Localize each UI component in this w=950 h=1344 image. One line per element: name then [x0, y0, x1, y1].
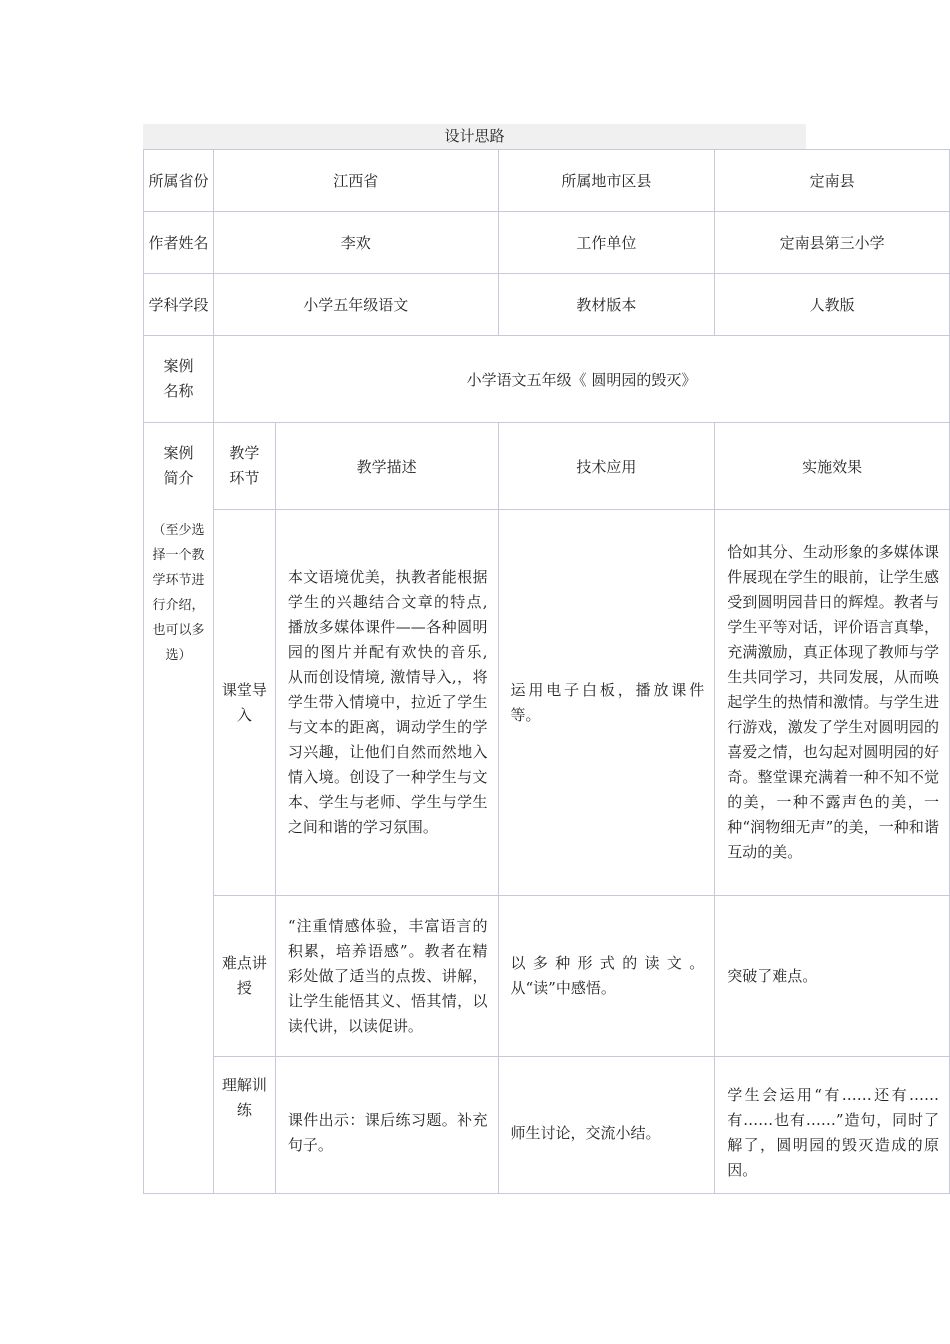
table-row [144, 510, 950, 896]
label-case-name-line2: 名称 [163, 382, 194, 400]
header-effect: 实施效果 [715, 423, 950, 510]
page-title: 设计思路 [143, 124, 806, 149]
technology-cell: 运用电子白板，播放课件等。 [498, 510, 715, 896]
row-case-name [144, 336, 950, 423]
description-cell: 课件出示：课后练习题。补充句子。 [275, 1057, 498, 1194]
row-province [144, 150, 950, 212]
header-step [213, 423, 275, 510]
label-case-intro-line2: 简介 [163, 469, 194, 487]
description-cell: 本文语境优美，执教者能根据学生的兴趣结合文章的特点, 播放多媒体课件——各种圆明园的图片并配有欢快的音乐, 从而创设情境, 激情导入,，将学生带入情境中，拉近了学生与文本的距离，调动学生的学习兴趣，让他们自然而然地入情入境。创设了一种学生与文本、学生与老师、学生与学生之间和谐的学习氛围。 [275, 510, 498, 896]
label-edition: 教材版本 [498, 274, 715, 336]
step-cell: 课堂导入 [213, 510, 275, 896]
description-cell: “注重情感体验，丰富语言的积累，培养语感”。教者在精彩处做了适当的点拨、讲解，让学生能悟其义、悟其情，以读代讲，以读促讲。 [275, 896, 498, 1057]
header-description: 教学描述 [275, 423, 498, 510]
row-subject [144, 274, 950, 336]
label-author: 作者姓名 [144, 212, 214, 274]
header-step-line2: 环节 [229, 469, 260, 487]
step-cell: 难点讲授 [213, 896, 275, 1057]
table-row [144, 896, 950, 1057]
label-subject: 学科学段 [144, 274, 214, 336]
label-case-name [144, 336, 214, 423]
technology-cell: 师生讨论，交流小结。 [498, 1057, 715, 1194]
effect-cell: 突破了难点。 [715, 896, 950, 1057]
case-intro-note: （至少选择一个教学环节进行介绍，也可以多选） [152, 523, 205, 663]
label-case-intro-line1: 案例 [163, 444, 194, 462]
table-row [144, 1057, 950, 1194]
value-city: 定南县 [715, 150, 950, 212]
value-author: 李欢 [213, 212, 498, 274]
value-unit: 定南县第三小学 [715, 212, 950, 274]
label-case-intro [144, 423, 214, 1194]
technology-cell: 以多种形式的读文。从“读”中感悟。 [498, 896, 715, 1057]
header-step-line1: 教学 [229, 444, 260, 462]
header-technology: 技术应用 [498, 423, 715, 510]
label-city: 所属地市区县 [498, 150, 715, 212]
label-province: 所属省份 [144, 150, 214, 212]
value-province: 江西省 [213, 150, 498, 212]
value-edition: 人教版 [715, 274, 950, 336]
step-cell: 理解训练 [213, 1057, 275, 1194]
row-author [144, 212, 950, 274]
value-subject: 小学五年级语文 [213, 274, 498, 336]
design-table [143, 149, 950, 1194]
label-unit: 工作单位 [498, 212, 715, 274]
row-column-headers [144, 423, 950, 510]
effect-cell: 学生会运用“有……还有……有……也有……”造句，同时了解了，圆明园的毁灭造成的原因。 [715, 1057, 950, 1194]
value-case-name: 小学语文五年级《 圆明园的毁灭》 [213, 336, 949, 423]
label-case-name-line1: 案例 [163, 357, 194, 375]
effect-cell: 恰如其分、生动形象的多媒体课件展现在学生的眼前，让学生感受到圆明园昔日的辉煌。教者与学生平等对话，评价语言真挚，充满激励，真正体现了教师与学生共同学习，共同发展，从而唤起学生的热情和激情。与学生进行游戏，激发了学生对圆明园的喜爱之情，也勾起对圆明园的好奇。整堂课充满着一种不知不觉的美，一种不露声色的美，一种“润物细无声”的美，一种和谐互动的美。 [715, 510, 950, 896]
